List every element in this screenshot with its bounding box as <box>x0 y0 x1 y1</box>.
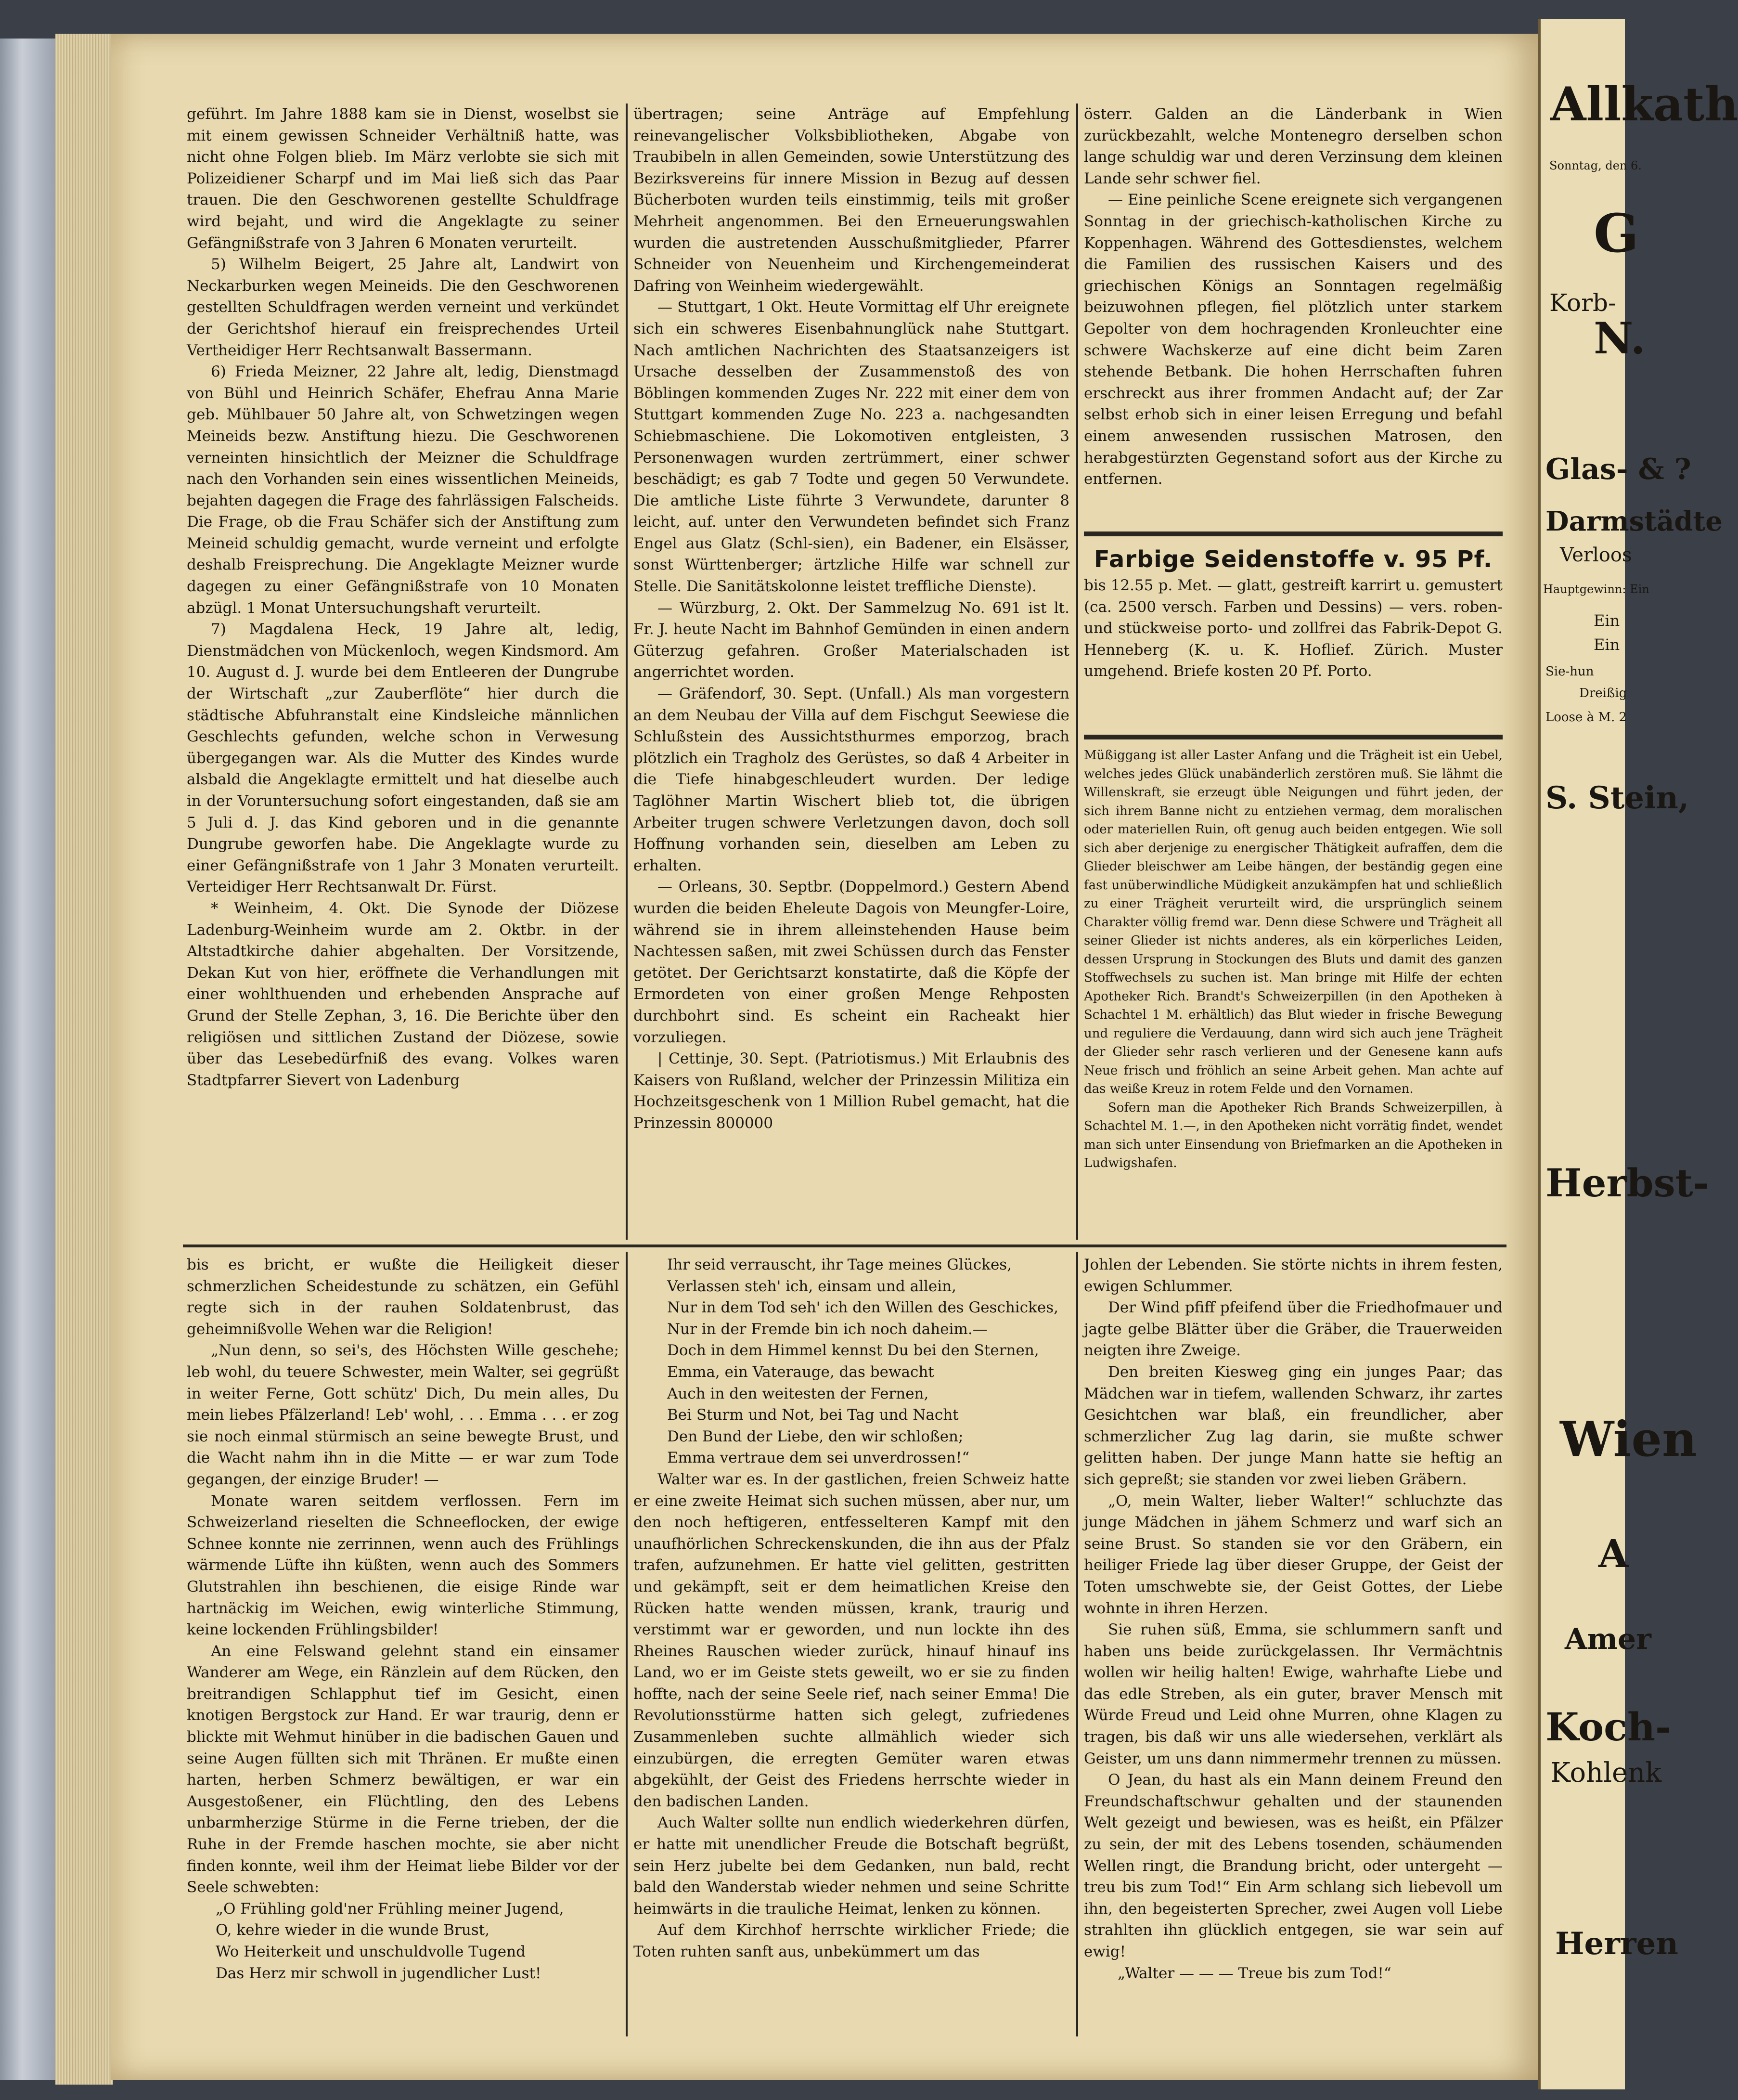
article-paragraph: — Orleans, 30. Septbr. (Doppelmord.) Gestern Abend wurden die beiden Eheleute Dagois von Meungfer-Loire, während sie in ihrem alleinstehenden Hause beim Nachtessen saßen, mit zwei Schüssen durch das Fenster getötet. Der Gerichtsarzt konstatirte, daß die Köpfe der Ermordeten von einer großen Menge Rehposten durchbohrt sind. Es scheint ein Racheakt hier vorzuliegen. <box>633 878 1069 1046</box>
poem-line: Emma, ein Vaterauge, das bewacht <box>667 1363 934 1381</box>
story-paragraph: Der Wind pfiff pfeifend über die Friedhofmauer und jagte gelbe Blätter über die Gräber, die Trauerweiden neigten ihre Zweige. <box>1084 1299 1503 1360</box>
book-binding <box>0 39 55 2080</box>
ad-text: bis 12.55 p. Met. — glatt, gestreift karrirt u. gemustert (ca. 2500 versch. Farben und Dessins) — vers. roben- und stückweise porto- und zollfrei das Fabrik-Depot G. Henneberg (K. u. K. Hoflief. Zürich. Muster umgehend. Briefe kosten 20 Pf. Porto. <box>1084 577 1503 680</box>
poem-line: Nur in der Fremde bin ich noch daheim.— <box>667 1320 988 1338</box>
story-paragraph: Johlen der Lebenden. Sie störte nichts in ihrem festen, ewigen Schlummer. <box>1084 1256 1503 1295</box>
pills-advertisement <box>1084 746 1503 1232</box>
bottom-column-1 <box>187 1254 619 2034</box>
poem-line: Das Herz mir schwoll in jugendlicher Lust! <box>216 1964 541 1982</box>
section-rule <box>183 1244 1506 1247</box>
top-column-2 <box>633 104 1069 1230</box>
ad-fragment: Dreißig <box>1579 686 1627 700</box>
poem-line: Doch in dem Himmel kennst Du bei den Sternen, <box>667 1342 1039 1360</box>
ad-fragment: Verloos <box>1560 544 1632 566</box>
ad-headline: Farbige Seidenstoffe v. 95 Pf. <box>1094 546 1493 573</box>
poem-line: „O Frühling gold'ner Frühling meiner Jugend, <box>216 1900 564 1918</box>
ad-text: Sofern man die Apotheker Rich Brands Schweizerpillen, à Schachtel M. 1.—, in den Apotheken nicht vorrätig findet, wendet man sich unter Einsendung von Briefmarken an die Apotheken in Ludwigshafen. <box>1084 1100 1503 1170</box>
column-rule <box>626 104 628 1240</box>
poem-line: Den Bund der Liebe, den wir schloßen; <box>667 1427 964 1445</box>
ad-fragment: Sie-hun <box>1545 664 1594 679</box>
masthead-fragment: Allkath <box>1550 77 1738 131</box>
article-paragraph: — Eine peinliche Scene ereignete sich vergangenen Sonntag in der griechisch-katholischen Kirche zu Koppenhagen. Während des Gottesdienstes, welchem die Familien des russischen Kaisers und des griechischen Königs an Sonntagen regelmäßig beizuwohnen pflegen, fiel plötzlich unter starkem Gepolter von dem hochragenden Kronleuchter eine schwere Wachskerze auf eine dicht beim Zaren stehende Betbank. Die hohen Herrschaften fuhren erschreckt aus ihrer frommen Andacht auf; der Zar selbst erhob sich in einer leisen Erregung und befahl einem anwesenden russischen Matrosen, den herabgestürzten Gegenstand sofort aus der Kirche zu entfernen. <box>1084 191 1503 488</box>
article-paragraph: 6) Frieda Meizner, 22 Jahre alt, ledig, Dienstmagd von Bühl und Heinrich Schäfer, Ehefrau Anna Marie geb. Mühlbauer 50 Jahre alt, von Schwetzingen wegen Meineids bezw. Anstiftung hiezu. Die Geschworenen verneinten hinsichtlich der Meizner die Schuldfrage nach den Vorhanden sein eines wissentlichen Meineids, bejahten dagegen die Frage des fahrlässigen Falscheids. Die Frage, ob die Frau Schäfer sich der Anstiftung zum Meineid schuldig gemacht, wurde verneint und erfolgte deshalb Freisprechung. Die Angeklagte Meizner wurde dagegen zu einer Gefängnißstrafe von 10 Monaten abzügl. 1 Monat Untersuchungshaft verurteilt. <box>187 363 619 617</box>
ad-fragment: Loose à M. 2 <box>1545 710 1627 725</box>
bottom-column-3 <box>1084 1254 1503 2034</box>
ad-fragment: G <box>1594 202 1639 264</box>
ad-separator <box>1084 531 1503 536</box>
ad-fragment: Darmstädte <box>1545 506 1723 537</box>
story-closing-line: „Walter — — — Treue bis zum Tod!“ <box>1118 1964 1391 1982</box>
ad-fragment: N. <box>1594 313 1646 364</box>
bottom-column-2 <box>633 1254 1069 2034</box>
ad-text: Müßiggang ist aller Laster Anfang und die Trägheit ist ein Uebel, welches jedes Glück unabänderlich zerstören muß. Sie lähmt die Willenskraft, sie erzeugt üble Neigungen und führt jeden, der sich ihrem Banne nicht zu entziehen vermag, dem moralischen oder materiellen Ruin, oft genug auch beiden entgegen. Wie soll sich aber derjenige zu energischer Thätigkeit aufraffen, dem die Glieder bleischwer am Leibe hängen, der beständig gegen eine fast unüberwindliche Müdigkeit anzukämpfen hat und schließlich zu einer Trägheit verurteilt wird, die ursprünglich seinem Charakter völlig fremd war. Denn diese Schwere und Trägheit all seiner Glieder ist nichts anderes, als ein körperliches Leiden, dessen Ursprung in Stockungen des Bluts und damit des ganzen Stoffwechsels zu suchen ist. Man bringe mit Hilfe der echten Apotheker Rich. Brandt's Schweizerpillen (in den Apotheken à Schachtel 1 M. erhältlich) das Blut wieder in frische Bewegung und reguliere die Verdauung, dann wird sich auch jene Trägheit der Glieder sehr rasch verlieren und der Genesene kann aufs Neue frisch und fröhlich an seine Arbeit gehen. Man achte auf das weiße Kreuz in rotem Felde und den Vornamen. <box>1084 748 1503 1096</box>
newspaper-page <box>111 34 1540 2080</box>
article-paragraph: — Stuttgart, 1 Okt. Heute Vormittag elf Uhr ereignete sich ein schweres Eisenbahnunglück nahe Stuttgart. Nach amtlichen Nachrichten des Staatsanzeigers ist Ursache desselben der Zusammenstoß des von Böblingen kommenden Zuges Nr. 222 mit einer dem von Stuttgart kommenden Zuge No. 223 a. nachgesandten Schiebmaschiene. Die Lokomotiven entgleisten, 3 Personenwagen wurden zertrümmert, einer schwer beschädigt; es gab 7 Todte und gegen 50 Verwundete. Die amtliche Liste führte 3 Verwundete, darunter 8 leicht, auf. unter den Verwundeten befindet sich Franz Engel aus Glatz (Schl-sien), ein Badener, ein Elsässer, sonst Württenberger; ärtzliche Hilfe war schnell zur Stelle. Die Sanitätskolonne leistet treffliche Dienste). <box>633 298 1069 596</box>
poem-line: Bei Sturm und Not, bei Tag und Nacht <box>667 1406 959 1424</box>
article-paragraph: | Cettinje, 30. Sept. (Patriotismus.) Mit Erlaubnis des Kaisers von Rußland, welcher der Prinzessin Militiza ein Hochzeitsgeschenk von 1 Million Rubel gemacht, hat die Prinzessin 800000 <box>633 1050 1069 1132</box>
story-paragraph: „Nun denn, so sei's, des Höchsten Wille geschehe; leb wohl, du teuere Schwester, mein Walter, sei gegrüßt in weiter Ferne, Gott schütz' Dich, Du mein alles, Du mein liebes Pfälzerland! Leb' wohl, . . . Emma . . . er zog sie noch einmal stürmisch an seine bewegte Brust, und die Wacht nahm ihn in die Mitte — er war zum Tode gegangen, der einzige Bruder! — <box>187 1342 619 1488</box>
article-paragraph: geführt. Im Jahre 1888 kam sie in Dienst, woselbst sie mit einem gewissen Schneider Verhältniß hatte, was nicht ohne Folgen blieb. Im März verlobte sie sich mit Polizeidiener Scharpf und im Mai ließ sich das Paar trauen. Die den Geschworenen gestellte Schuldfrage wird bejaht, und wird die Angeklagte zu seiner Gefängnißstrafe von 3 Jahren 6 Monaten verurteilt. <box>187 105 619 252</box>
ad-separator <box>1084 735 1503 739</box>
story-paragraph: Walter war es. In der gastlichen, freien Schweiz hatte er eine zweite Heimat sich suchen müssen, aber nur, um den noch heftigeren, entfesselteren Kampf mit den unaufhörlichen Schreckenskunden, die ihn aus der Pfalz trafen, aufzunehmen. Er hatte viel gelitten, gestritten und gekämpft, seit er dem heimatlichen Kreise den Rücken hatte wenden müssen, krank, traurig und verstimmt war er geworden, und nun lockte ihn des Rheines Rauschen wieder zurück, hinauf hinauf ins Land, wo er im Geiste stets geweilt, wo er sie zu finden hoffte, nach der seine Seele rief, nach seiner Emma! Die Revolutionsstürme hatten sich gelegt, zufriedenes Zusammenleben suchte allmählich wieder sich einzubürgen, die erregten Gemüter waren etwas abgekühlt, der Geist des Friedens herrschte wieder in den badischen Landen. <box>633 1470 1069 1810</box>
ad-fragment: Ein <box>1594 611 1620 630</box>
silk-advertisement <box>1084 544 1503 732</box>
ad-fragment: Kohlenk <box>1550 1757 1662 1789</box>
ad-fragment: A <box>1598 1531 1629 1576</box>
ad-fragment: Herbst- <box>1545 1160 1709 1206</box>
story-paragraph: Monate waren seitdem verflossen. Fern im Schweizerland rieselten die Schneeflocken, der ewige Schnee konnte nie zerrinnen, wenn auch des Frühlings wärmende Lüfte ihn küßten, wenn auch des Sommers Glutstrahlen ihn beschienen, die eisige Rinde war hartnäckig im Weichen, ewig winterliche Stimmung, keine lockenden Frühlingsbilder! <box>187 1492 619 1639</box>
poem-line: O, kehre wieder in die wunde Brust, <box>216 1921 490 1939</box>
date-fragment: Sonntag, den 6. <box>1549 159 1642 172</box>
story-paragraph: „O, mein Walter, lieber Walter!“ schluchzte das junge Mädchen in jähem Schmerz und warf sich an seine Brust. So standen sie vor den Gräbern, ein heiliger Friede lag über dieser Gruppe, der Geist der Toten umschwebte sie, der Geist Gottes, der Liebe wohnte in ihren Herzen. <box>1084 1492 1503 1617</box>
story-paragraph: Auf dem Kirchhof herrschte wirklicher Friede; die Toten ruhten sanft aus, unbekümmert um das <box>633 1921 1069 1960</box>
ad-fragment: Amer <box>1565 1622 1651 1656</box>
column-rule <box>1076 1252 1078 2036</box>
ad-fragment: Koch- <box>1545 1704 1672 1750</box>
adjacent-page-fragment <box>1538 19 1738 2089</box>
article-paragraph: * Weinheim, 4. Okt. Die Synode der Diözese Ladenburg-Weinheim wurde am 2. Oktbr. in der Altstadtkirche dahier abgehalten. Der Vorsitzende, Dekan Kut von hier, eröffnete die Verhandlungen mit einer wohlthuenden und erhebenden Ansprache auf Grund der Stelle Zephan, 3, 16. Die Berichte über den religiösen und sittlichen Zustand der Diözese, sowie über das Lesebedürfniß des evang. Volkes waren Stadtpfarrer Sievert von Ladenburg <box>187 899 619 1089</box>
top-column-1 <box>187 104 619 1230</box>
article-paragraph: übertragen; seine Anträge auf Empfehlung reinevangelischer Volksbibliotheken, Abgabe von Traubibeln in allen Gemeinden, sowie Unterstützung des Bezirksvereins für innere Mission in Bezug auf dessen Bücherboten wurden teils einstimmig, teils mit großer Mehrheit angenommen. Bei den Erneuerungswahlen wurden die austretenden Ausschußmitglieder, Pfarrer Schneider von Neuenheim und Kirchengemeinderat Dafring von Weinheim wiedergewählt. <box>633 105 1069 295</box>
story-paragraph: An eine Felswand gelehnt stand ein einsamer Wanderer am Wege, ein Ränzlein auf dem Rücken, den breitrandigen Schlapphut tief im Gesicht, einen knotigen Bergstock zur Hand. Er war traurig, denn er blickte mit Wehmut hinüber in die badischen Gauen und seine Augen füllten sich mit Thränen. Er mußte einen harten, herben Schmerz bewältigen, er war ein Ausgestoßener, ein Flüchtling, den des Lebens unbarmherzige Stürme in die Ferne trieben, der die Ruhe in der Fremde haschen mochte, sie aber nicht finden konnte, weil ihm der Heimat liebe Bilder vor der Seele schwebten: <box>187 1642 619 1896</box>
story-paragraph: Auch Walter sollte nun endlich wiederkehren dürfen, er hatte mit unendlicher Freude die Botschaft begrüßt, sein Herz jubelte bei dem Gedanken, nun bald, recht bald den Wanderstab wieder nehmen und seine Schritte heimwärts in die trauliche Heimat, lenken zu können. <box>633 1814 1069 1918</box>
article-paragraph: 7) Magdalena Heck, 19 Jahre alt, ledig, Dienstmädchen von Mückenloch, wegen Kindsmord. Am 10. August d. J. wurde bei dem Entleeren der Dungrube der Wirtschaft „zur Zauberflöte“ hier durch die städtische Abfuhranstalt eine Kindsleiche männlichen Geschlechts gefunden, welche schon in Verwesung übergegangen war. Als die Mutter des Kindes wurde alsbald die Angeklagte ermittelt und hat dieselbe auch in der Voruntersuchung sofort eingestanden, daß sie am 5 Juli d. J. das Kind geboren und in die genannte Dungrube geworfen habe. Die Angeklagte wurde zu einer Gefängnißstrafe von 1 Jahr 3 Monaten verurteilt. Verteidiger Herr Rechtsanwalt Dr. Fürst. <box>187 621 619 896</box>
page-edges <box>55 34 113 2085</box>
ad-fragment: Hauptgewinn: Ein <box>1543 583 1649 596</box>
ad-fragment: Herren <box>1555 1926 1678 1962</box>
story-paragraph: Sie ruhen süß, Emma, sie schlummern sanft und haben uns beide zurückgelassen. Ihr Vermächtnis wollen wir heilig halten! Ewige, wahrhafte Liebe und das edle Streben, als ein guter, braver Mensch mit Würde Freud und Leid ohne Murren, ohne Klagen zu tragen, bis daß wir uns alle wiedersehen, verklärt als Geister, um uns dann nimmermehr trennen zu müssen. <box>1084 1621 1503 1767</box>
article-paragraph: — Würzburg, 2. Okt. Der Sammelzug No. 691 ist lt. Fr. J. heute Nacht im Bahnhof Gemünden in einen andern Güterzug gefahren. Großer Materialschaden ist angerrichtet worden. <box>633 599 1069 681</box>
ad-fragment: Glas- & ? <box>1545 453 1691 486</box>
column-rule <box>626 1252 628 2036</box>
column-rule <box>1076 104 1078 1240</box>
poem-line: Auch in den weitesten der Fernen, <box>667 1385 929 1402</box>
story-paragraph: O Jean, du hast als ein Mann deinem Freund den Freundschaftschwur gehalten und der staunenden Welt gezeigt und bewiesen, was es heißt, ein Pfälzer zu sein, der mit des Lebens tosenden, schäumenden Wellen ringt, die Brandung bricht, oder untergeht — treu bis zum Tod!“ Ein Arm schlang sich liebevoll um ihn, den begeisterten Sprecher, zwei Augen voll Liebe strahlten ihn glücklich entgegen, sie war sein auf ewig! <box>1084 1771 1503 1960</box>
poem-line: Ihr seid verrauscht, ihr Tage meines Glückes, <box>667 1256 1012 1273</box>
ad-fragment: Wien <box>1560 1411 1697 1467</box>
article-paragraph: 5) Wilhelm Beigert, 25 Jahre alt, Landwirt von Neckarburken wegen Meineids. Die den Geschworenen gestellten Schuldfragen werden verneint und verkündet der Gerichtshof hierauf ein freisprechendes Urteil Vertheidiger Herr Rechtsanwalt Bassermann. <box>187 256 619 359</box>
poem-line: Verlassen steh' ich, einsam und allein, <box>667 1277 956 1295</box>
poem-line: Nur in dem Tod seh' ich den Willen des Geschickes, <box>667 1299 1058 1317</box>
story-paragraph: Den breiten Kiesweg ging ein junges Paar; das Mädchen war in tiefem, wallenden Schwarz, ihr zartes Gesichtchen war blaß, ein freundlicher, aber schmerzlicher Zug lag darin, sie mußte schwer gelitten haben. Der junge Mann hatte sie heftig an sich gepreßt; sie standen vor zwei lieben Gräbern. <box>1084 1363 1503 1488</box>
article-paragraph: — Gräfendorf, 30. Sept. (Unfall.) Als man vorgestern an dem Neubau der Villa auf dem Fischgut Seewiese die Schlußstein des Aussichtsthurmes emporzog, brach plötzlich ein Tragholz des Gerüstes, so daß 4 Arbeiter in die Tiefe hinabgeschleudert wurden. Der ledige Taglöhner Martin Wischert blieb tot, die übrigen Arbeiter trugen schwere Verletzungen davon, doch soll Hoffnung vorhanden sein, dieselben am Leben zu erhalten. <box>633 685 1069 874</box>
poem-line: Wo Heiterkeit und unschuldvolle Tugend <box>216 1943 526 1960</box>
poem-line: Emma vertraue dem sei unverdrossen!“ <box>667 1449 970 1467</box>
ad-fragment: Korb- <box>1549 289 1616 317</box>
top-column-3 <box>1084 104 1503 527</box>
article-paragraph: österr. Galden an die Länderbank in Wien zurückbezahlt, welche Montenegro derselben schon lange schuldig war und deren Verzinsung dem kleinen Lande sehr schwer fiel. <box>1084 105 1503 187</box>
ad-fragment: Ein <box>1594 635 1620 654</box>
ad-fragment: S. Stein, <box>1545 780 1689 816</box>
story-paragraph: bis es bricht, er wußte die Heiligkeit dieser schmerzlichen Scheidestunde zu schätzen, ein Gefühl regte sich in der rauhen Soldatenbrust, das geheimnißvolle Wehen war die Religion! <box>187 1256 619 1338</box>
